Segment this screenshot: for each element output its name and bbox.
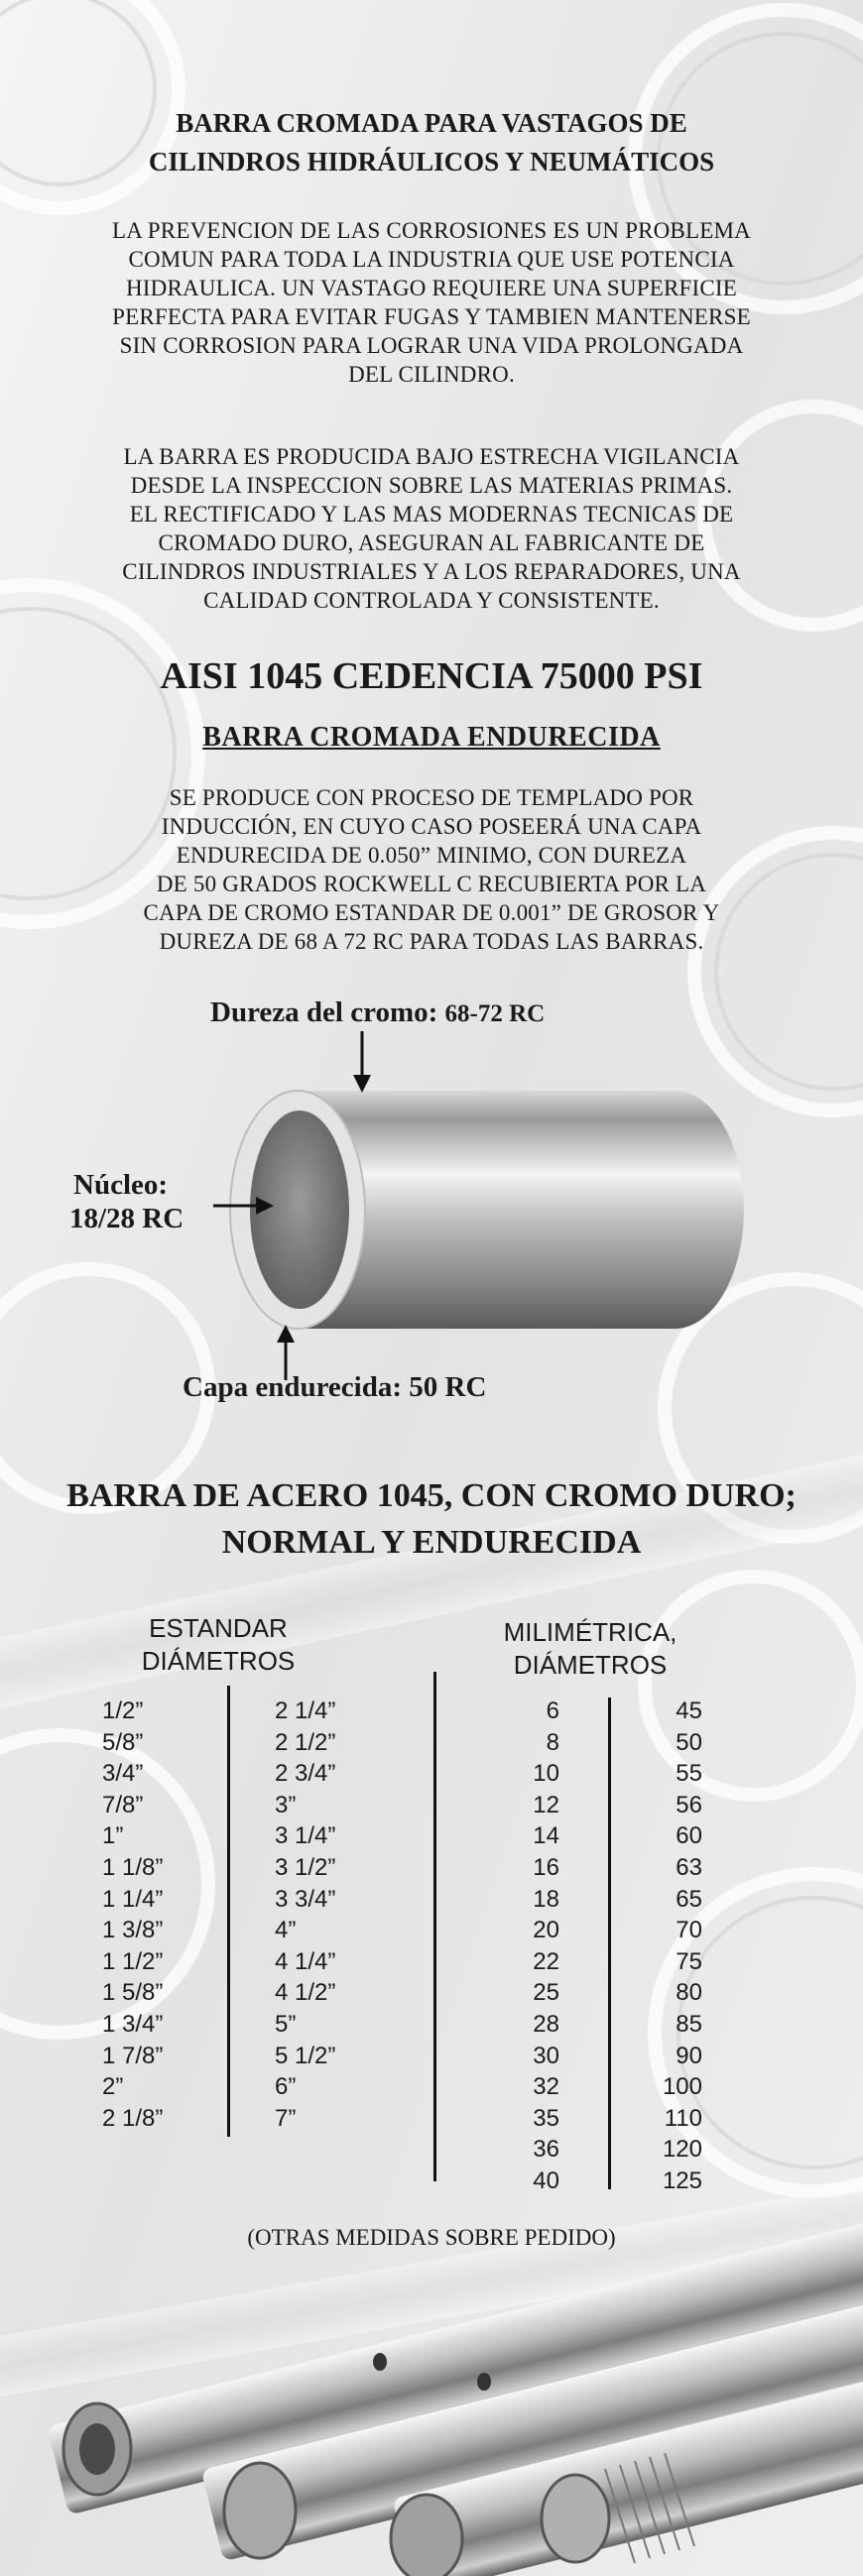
diameter-value: 125 [662, 2166, 702, 2194]
text-line: PERFECTA PARA EVITAR FUGAS Y TAMBIEN MANTENERSE [112, 304, 751, 329]
diameter-value: 3 1/4” [275, 1822, 336, 1850]
diameter-value: 1 5/8” [102, 1979, 164, 2007]
text-line: DE 50 GRADOS ROCKWELL C RECUBIERTA POR LA [156, 872, 707, 896]
diameter-value: 110 [664, 2104, 702, 2132]
diameter-value: 55 [676, 1760, 702, 1788]
diameter-value: 22 [533, 1947, 559, 1975]
other-sizes-note: (OTRAS MEDIDAS SOBRE PEDIDO) [247, 2225, 616, 2250]
core-label [69, 1168, 184, 1235]
diameter-value: 5/8” [102, 1728, 144, 1756]
text-line: DEL CILINDRO. [348, 362, 515, 387]
diameter-value: 4 1/2” [275, 1979, 336, 2007]
diameter-value: 1 3/8” [102, 1917, 164, 1944]
sizes-title-line-2: NORMAL Y ENDURECIDA [221, 1524, 642, 1561]
metric-heading [476, 1616, 704, 1682]
diameter-value: 4 1/4” [275, 1947, 336, 1975]
page-title [0, 104, 863, 181]
text-line: LA BARRA ES PRODUCIDA BAJO ESTRECHA VIGILANCIA [123, 444, 740, 469]
diameter-value: 70 [676, 1917, 702, 1944]
text-line: HIDRAULICA. UN VASTAGO REQUIERE UNA SUPERFICIE [125, 276, 738, 300]
diameter-value: 40 [533, 2166, 559, 2194]
text-line: DESDE LA INSPECCION SOBRE LAS MATERIAS PRIMAS. [130, 473, 733, 498]
diameter-value: 7” [275, 2104, 297, 2132]
sizes-title-line-1: BARRA DE ACERO 1045, CON CROMO DURO; [66, 1477, 797, 1514]
diameter-value: 3” [275, 1791, 297, 1818]
diameter-value: 16 [533, 1853, 559, 1881]
diameter-value: 90 [676, 2042, 702, 2069]
diameter-value: 10 [533, 1760, 559, 1788]
chrome-arrow-head [353, 1075, 371, 1093]
diameter-value: 8 [546, 1728, 559, 1756]
diameter-value: 32 [533, 2073, 559, 2101]
diameter-value: 1 1/8” [102, 1853, 164, 1881]
core-label-text: Núcleo: [73, 1169, 169, 1201]
diameter-value: 12 [533, 1791, 559, 1818]
diameter-value: 3 3/4” [275, 1885, 336, 1913]
standard-diameters-col-1 [102, 1696, 163, 2134]
divider-center [433, 1672, 436, 2181]
text-line: CAPA DE CROMO ESTANDAR DE 0.001” DE GROSOR Y [143, 900, 720, 925]
diameter-value: 18 [533, 1885, 559, 1913]
title-line-2: CILINDROS HIDRÁULICOS Y NEUMÁTICOS [148, 147, 715, 176]
text-line: SE PRODUCE CON PROCESO DE TEMPLADO POR [169, 785, 694, 810]
diameter-value: 28 [533, 2010, 559, 2038]
diameter-value: 100 [662, 2073, 702, 2101]
hardened-layer-label: Capa endurecida: 50 RC [183, 1371, 487, 1403]
diameter-value: 36 [533, 2136, 559, 2164]
diameter-value: 5 1/2” [275, 2042, 336, 2069]
divider-standard [227, 1686, 230, 2137]
diameter-value: 1 1/2” [102, 1947, 164, 1975]
diameter-value: 1 7/8” [102, 2042, 164, 2069]
diameter-value: 30 [533, 2042, 559, 2069]
diameter-value: 1/2” [102, 1698, 144, 1724]
diameter-value: 6 [546, 1698, 559, 1724]
diameter-value: 63 [676, 1853, 702, 1881]
chrome-label: Dureza del cromo: [210, 996, 438, 1028]
diameter-value: 85 [676, 2010, 702, 2038]
diameter-value: 5” [275, 2010, 297, 2038]
standard-heading [119, 1612, 317, 1678]
text-line: ENDURECIDA DE 0.050” MINIMO, CON DUREZA [176, 843, 687, 868]
diameter-value: 45 [676, 1698, 702, 1724]
sizes-title [0, 1472, 863, 1566]
intro-paragraph-1 [0, 216, 863, 389]
title-line-1: BARRA CROMADA PARA VASTAGOS DE [176, 108, 687, 138]
diameter-value: 50 [676, 1728, 702, 1756]
diameter-value: 3/4” [102, 1760, 144, 1788]
diameter-value: 80 [676, 1979, 702, 2007]
diameter-value: 4” [275, 1917, 297, 1944]
diameter-value: 2 1/2” [275, 1728, 336, 1756]
text-line: LA PREVENCION DE LAS CORROSIONES ES UN PROBLEMA [112, 218, 751, 243]
standard-heading-line-2: DIÁMETROS [141, 1646, 296, 1676]
diameter-value: 25 [533, 1979, 559, 2007]
metric-heading-line-2: DIÁMETROS [513, 1650, 668, 1680]
text-line: EL RECTIFICADO Y LAS MAS MODERNAS TECNICAS DE [129, 502, 734, 527]
diameter-value: 20 [533, 1917, 559, 1944]
core-value: 18/28 RC [69, 1203, 185, 1234]
spec-subheading: BARRA CROMADA ENDURECIDA [202, 722, 661, 753]
metric-diameters-col-2 [655, 1696, 702, 2197]
divider-metric [608, 1698, 611, 2189]
metric-diameters-col-1 [516, 1696, 559, 2197]
diameter-value: 65 [676, 1885, 702, 1913]
text-line: CALIDAD CONTROLADA Y CONSISTENTE. [203, 588, 660, 613]
intro-paragraph-2 [0, 442, 863, 615]
diameter-value: 2 1/8” [102, 2104, 164, 2132]
standard-heading-line-1: ESTANDAR [149, 1613, 288, 1643]
diameter-value: 2” [102, 2073, 124, 2101]
diameter-value: 56 [676, 1791, 702, 1818]
text-line: CROMADO DURO, ASEGURAN AL FABRICANTE DE [158, 530, 705, 555]
metric-heading-line-1: MILIMÉTRICA, [503, 1617, 678, 1647]
diameter-value: 120 [662, 2136, 702, 2164]
diameter-value: 75 [676, 1947, 702, 1975]
text-line: CILINDROS INDUSTRIALES Y A LOS REPARADORES, UNA [122, 559, 741, 584]
text-line: SIN CORROSION PARA LOGRAR UNA VIDA PROLONGADA [119, 333, 744, 358]
diameter-value: 1 1/4” [102, 1885, 164, 1913]
chrome-value: 68-72 RC [444, 1000, 546, 1027]
diameter-value: 3 1/2” [275, 1853, 336, 1881]
diameter-value: 6” [275, 2073, 297, 2101]
spec-heading: AISI 1045 CEDENCIA 75000 PSI [160, 655, 703, 697]
standard-diameters-col-2 [275, 1696, 335, 2134]
text-line: COMUN PARA TODA LA INDUSTRIA QUE USE POTENCIA [128, 247, 735, 272]
text-line: DUREZA DE 68 A 72 RC PARA TODAS LAS BARRAS. [159, 929, 704, 954]
text-line: INDUCCIÓN, EN CUYO CASO POSEERÁ UNA CAPA [161, 814, 702, 839]
diameter-value: 1 3/4” [102, 2010, 164, 2038]
chrome-hardness-label [210, 996, 545, 1029]
diameter-value: 35 [533, 2104, 559, 2132]
diameter-value: 60 [676, 1822, 702, 1850]
diameter-value: 7/8” [102, 1791, 144, 1818]
diameter-value: 2 3/4” [275, 1760, 336, 1788]
diameter-value: 1” [102, 1822, 124, 1850]
spec-paragraph [0, 783, 863, 956]
diameter-value: 2 1/4” [275, 1698, 336, 1724]
diameter-value: 14 [533, 1822, 559, 1850]
